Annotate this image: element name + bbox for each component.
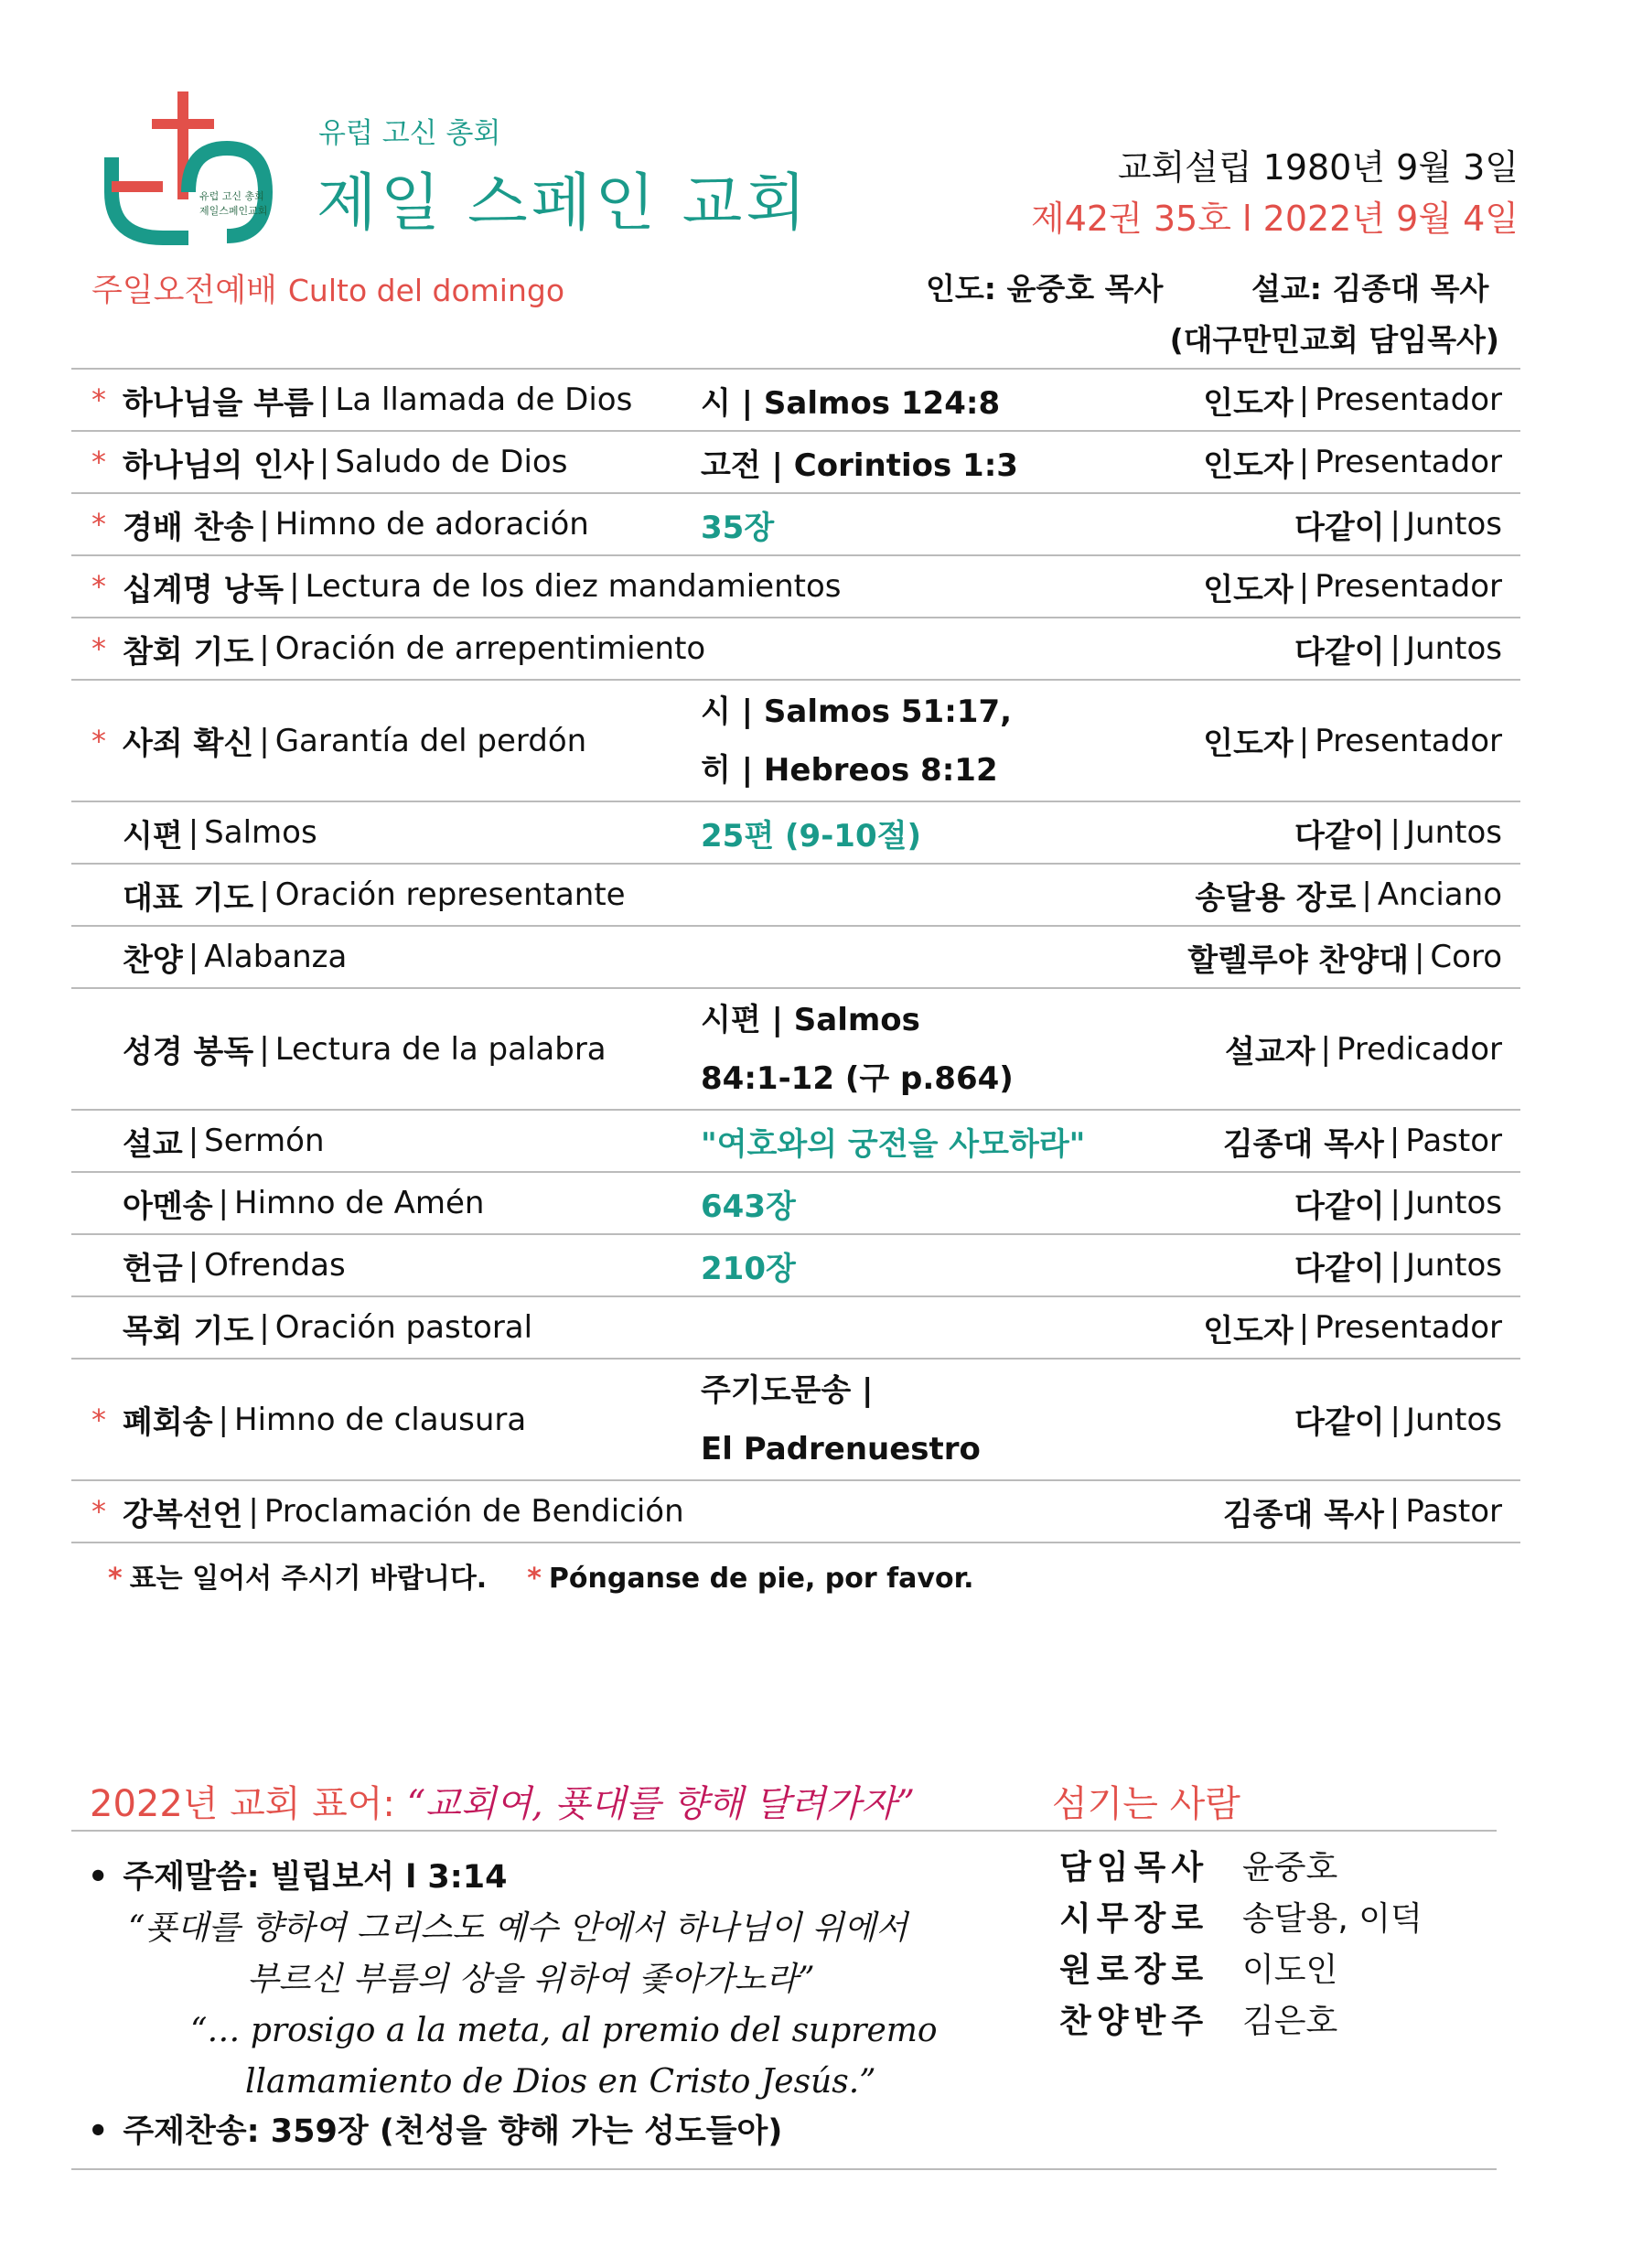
theme-hymn-text: 주제찬송: 359장 (천성을 향해 가는 성도들아): [123, 2113, 783, 2150]
order-item-name: 설교 | Sermón: [123, 1111, 325, 1171]
order-item-name: 강복선언 | Proclamación de Bendición: [123, 1481, 684, 1542]
order-item-reference: [701, 494, 1213, 554]
staff-member: [1059, 1993, 1423, 2044]
order-row: [71, 1235, 1520, 1297]
order-item-ko: 성경 봉독: [123, 1034, 254, 1070]
order-item-ko: 강복선언: [123, 1496, 243, 1533]
order-item-name: 대표 기도 | Oración representante: [123, 865, 626, 925]
order-item-name: 사죄 확신 | Garantía del perdón: [123, 681, 586, 801]
subtitle: 유럽 고신 총회: [318, 117, 501, 150]
order-ref: "여호와의 궁전을 사모하라": [701, 1125, 1086, 1163]
verse-es-line1: “… prosigo a la meta, al premio del supremo: [190, 2012, 938, 2049]
order-item-ko: 찬양: [123, 941, 183, 979]
order-item-performer: 할렐루야 찬양대 | Coro: [1187, 927, 1502, 987]
order-ref: 210장: [701, 1250, 796, 1287]
order-item-performer: 인도자 | Presentador: [1203, 556, 1502, 617]
standing-star: [91, 1111, 119, 1171]
performer-es: Juntos: [1406, 814, 1502, 851]
staff-member: [1059, 1941, 1423, 1993]
performer-es: Predicador: [1337, 1030, 1502, 1068]
staff-role: 찬양반주: [1059, 2002, 1209, 2040]
order-item-performer: 인도자 | Presentador: [1203, 681, 1502, 801]
order-item-es: Saludo de Dios: [335, 444, 568, 480]
standing-star: [91, 1173, 119, 1233]
order-item-es: Sermón: [204, 1123, 325, 1159]
performer-ko: 할렐루야 찬양대: [1187, 941, 1409, 979]
order-item-reference: [701, 1481, 1213, 1542]
founded-date: 교회설립 1980년 9월 3일: [1117, 147, 1519, 188]
order-item-name: 참회 기도 | Oración de arrepentimiento: [123, 618, 705, 679]
performer-es: Presentador: [1315, 568, 1502, 605]
order-item-performer: 다같이 | Juntos: [1294, 618, 1502, 679]
performer-ko: 다같이: [1294, 509, 1385, 546]
performer-es: Juntos: [1406, 506, 1502, 543]
verse-korean: [128, 1903, 1043, 2005]
service-title-es: Culto del domingo: [287, 273, 565, 308]
order-item-es: Proclamación de Bendición: [263, 1493, 684, 1530]
order-item-ko: 폐회송: [123, 1404, 213, 1441]
order-row: [71, 556, 1520, 618]
order-item-name: 경배 찬송 | Himno de adoración: [123, 494, 589, 554]
order-item-name: 성경 봉독 | Lectura de la palabra: [123, 989, 607, 1109]
order-row: [71, 494, 1520, 556]
church-motto: [90, 1775, 915, 1827]
order-item-reference: [701, 1297, 1213, 1358]
church-logo: [99, 91, 273, 247]
standing-star: [91, 865, 119, 925]
order-row: [71, 681, 1520, 802]
order-item-performer: 다같이 | Juntos: [1294, 1235, 1502, 1295]
order-row: [71, 1481, 1520, 1543]
staff-member: [1059, 1839, 1423, 1890]
staff-title: 섬기는 사람: [1052, 1783, 1240, 1825]
order-row: [71, 802, 1520, 865]
order-item-performer: 다같이 | Juntos: [1294, 1360, 1502, 1479]
issue-info: 제42권 35호 l 2022년 9월 4일: [1031, 199, 1519, 239]
order-ref-line: 주기도문송 |: [701, 1371, 874, 1409]
standing-star: [91, 989, 119, 1109]
order-item-es: Himno de Amén: [234, 1185, 485, 1221]
standing-star: [91, 927, 119, 987]
order-item-reference: [701, 618, 1213, 679]
standing-star: [91, 1297, 119, 1358]
order-item-ko: 경배 찬송: [123, 509, 254, 546]
order-item-name: 시편 | Salmos: [123, 802, 317, 863]
order-item-es: Himno de clausura: [234, 1401, 527, 1438]
order-item-performer: 인도자 | Presentador: [1203, 1297, 1502, 1358]
order-item-performer: 다같이 | Juntos: [1294, 1173, 1502, 1233]
performer-ko: 김종대 목사: [1222, 1496, 1384, 1533]
staff-name: 김은호: [1242, 2002, 1338, 2040]
order-ref: 25편 (9-10절): [701, 817, 922, 855]
order-row: [71, 1360, 1520, 1481]
order-item-es: La llamada de Dios: [335, 382, 633, 418]
order-item-es: Oración de arrepentimiento: [274, 630, 706, 667]
order-item-name: 찬양 | Alabanza: [123, 927, 347, 987]
performer-es: Juntos: [1406, 630, 1502, 667]
performer-ko: 다같이: [1294, 817, 1385, 855]
order-item-reference: [701, 802, 1213, 863]
order-item-es: Himno de adoración: [274, 506, 589, 543]
standing-star: *: [91, 445, 106, 479]
service-title-ko: 주일오전예배: [91, 273, 277, 309]
performer-es: Anciano: [1377, 876, 1502, 913]
order-item-es: Oración representante: [274, 876, 626, 913]
staff-name: 윤중호: [1242, 1848, 1338, 1886]
performer-es: Presentador: [1315, 722, 1502, 759]
order-ref-line: 84:1-12 (구 p.864): [701, 1059, 1014, 1097]
order-item-name: 아멘송 | Himno de Amén: [123, 1173, 484, 1233]
performer-ko: 다같이: [1294, 1250, 1385, 1287]
order-item-reference: [701, 432, 1213, 492]
stand-star-2: *: [527, 1563, 542, 1595]
order-row: [71, 618, 1520, 681]
order-item-reference: [701, 370, 1213, 430]
order-item-es: Lectura de los diez mandamientos: [305, 568, 842, 605]
standing-star: *: [91, 631, 106, 666]
order-item-es: Salmos: [204, 814, 317, 851]
theme-verse-text: 주제말씀: 빌립보서 l 3:14: [123, 1859, 508, 1896]
motto-label: 2022년 교회 표어:: [90, 1783, 407, 1825]
order-item-es: Lectura de la palabra: [274, 1030, 607, 1068]
order-item-reference: [701, 1235, 1213, 1295]
standing-star: [91, 1235, 119, 1295]
staff-list: [1059, 1839, 1423, 2044]
motto-quote: “교회여, 푯대를 향해 달려가자”: [406, 1783, 916, 1825]
order-item-performer: 인도자 | Presentador: [1203, 432, 1502, 492]
order-item-ko: 헌금: [123, 1250, 183, 1287]
order-row: [71, 370, 1520, 432]
order-item-ko: 사죄 확신: [123, 726, 254, 762]
performer-ko: 인도자: [1203, 726, 1294, 762]
order-row: [71, 865, 1520, 927]
order-row: [71, 927, 1520, 989]
standing-star: *: [91, 723, 106, 758]
staff-name: 이도인: [1242, 1951, 1338, 1989]
order-item-reference: [701, 865, 1213, 925]
standing-star: [91, 802, 119, 863]
order-item-performer: 설교자 | Predicador: [1225, 989, 1502, 1109]
order-item-es: Oración pastoral: [274, 1309, 533, 1346]
order-item-name: 하나님의 인사 | Saludo de Dios: [123, 432, 567, 492]
stand-note: [108, 1555, 974, 1596]
order-item-reference: [701, 1173, 1213, 1233]
order-row: [71, 989, 1520, 1111]
preacher-note: (대구만민교회 담임목사): [1169, 322, 1499, 358]
order-item-ko: 참회 기도: [123, 633, 254, 671]
order-item-reference: [701, 989, 1213, 1109]
order-item-performer: 김종대 목사 | Pastor: [1223, 1111, 1502, 1171]
performer-es: Presentador: [1315, 1309, 1502, 1346]
standing-star: *: [91, 1402, 106, 1437]
order-item-name: 폐회송 | Himno de clausura: [123, 1360, 526, 1479]
order-ref: 643장: [701, 1188, 796, 1225]
order-item-reference: [701, 681, 1213, 801]
performer-ko: 인도자: [1203, 1312, 1294, 1349]
order-item-es: Alabanza: [204, 939, 348, 975]
verse-spanish: [190, 2005, 1014, 2108]
stand-note-ko: 표는 일어서 주시기 바랍니다.: [129, 1563, 488, 1595]
logo-text-2: 제일스페인교회: [199, 205, 268, 217]
order-ref-line: 히 | Hebreos 8:12: [701, 751, 998, 789]
order-row: [71, 1173, 1520, 1235]
performer-es: Pastor: [1405, 1123, 1502, 1159]
order-item-ko: 목회 기도: [123, 1312, 254, 1349]
order-item-name: 하나님을 부름 | La llamada de Dios: [123, 370, 632, 430]
theme-verse-label: [88, 1852, 507, 1897]
performer-ko: 다같이: [1294, 1404, 1385, 1441]
order-item-ko: 하나님의 인사: [123, 446, 314, 484]
order-row: [71, 1297, 1520, 1360]
performer-ko: 송달용 장로: [1195, 879, 1357, 917]
verse-es-line2: llamamiento de Dios en Cristo Jesús.”: [245, 2063, 876, 2101]
order-item-reference: [701, 1360, 1213, 1479]
order-item-performer: 다같이 | Juntos: [1294, 802, 1502, 863]
staff-role: 원로장로: [1059, 1951, 1209, 1989]
bullet-2: •: [88, 2113, 109, 2150]
order-ref: 시 | Salmos 124:8: [701, 384, 1001, 422]
order-item-ko: 대표 기도: [123, 879, 254, 917]
performer-ko: 김종대 목사: [1222, 1125, 1384, 1163]
stand-note-es: Pónganse de pie, por favor.: [548, 1563, 974, 1595]
bullet: •: [88, 1859, 109, 1896]
order-ref: 35장: [701, 509, 775, 546]
performer-ko: 인도자: [1203, 446, 1294, 484]
performer-es: Juntos: [1406, 1401, 1502, 1438]
performer-ko: 설교자: [1225, 1034, 1315, 1070]
divider-bottom: [71, 2168, 1497, 2170]
order-item-es: Garantía del perdón: [274, 722, 587, 759]
order-ref-line: 시편 | Salmos: [701, 1001, 920, 1038]
performer-es: Coro: [1430, 939, 1502, 975]
order-item-ko: 아멘송: [123, 1188, 213, 1225]
divider-top: [71, 1830, 1497, 1832]
order-item-ko: 십계명 낭독: [123, 571, 285, 608]
performer-es: Juntos: [1406, 1185, 1502, 1221]
order-ref: 고전 | Corintios 1:3: [701, 446, 1018, 484]
order-item-reference: [701, 556, 1213, 617]
performer-es: Juntos: [1406, 1247, 1502, 1284]
order-item-name: 십계명 낭독 | Lectura de los diez mandamientos: [123, 556, 841, 617]
order-item-performer: 송달용 장로 | Anciano: [1195, 865, 1502, 925]
staff-member: [1059, 1890, 1423, 1941]
order-item-es: Ofrendas: [204, 1247, 346, 1284]
performer-ko: 인도자: [1203, 571, 1294, 608]
order-item-performer: 다같이 | Juntos: [1294, 494, 1502, 554]
service-preacher: 설교: 김종대 목사: [1251, 271, 1489, 306]
order-item-name: 목회 기도 | Oración pastoral: [123, 1297, 532, 1358]
order-row: [71, 432, 1520, 494]
performer-es: Presentador: [1315, 444, 1502, 480]
staff-role: 시무장로: [1059, 1899, 1209, 1938]
standing-star: *: [91, 507, 106, 542]
order-item-performer: 김종대 목사 | Pastor: [1223, 1481, 1502, 1542]
verse-ko-line2: 부르신 부름의 상을 위하여 좇아가노라”: [247, 1961, 815, 1998]
staff-name: 송달용, 이덕: [1242, 1899, 1423, 1938]
order-item-performer: 인도자 | Presentador: [1203, 370, 1502, 430]
order-ref-line: El Padrenuestro: [701, 1430, 981, 1467]
standing-star: *: [91, 382, 106, 417]
service-title: [91, 265, 564, 311]
performer-ko: 다같이: [1294, 1188, 1385, 1225]
order-item-ko: 하나님을 부름: [123, 384, 314, 422]
performer-ko: 인도자: [1203, 384, 1294, 422]
standing-star: *: [91, 1494, 106, 1529]
performer-ko: 다같이: [1294, 633, 1385, 671]
order-item-ko: 설교: [123, 1125, 183, 1163]
order-item-name: 헌금 | Ofrendas: [123, 1235, 346, 1295]
order-item-ko: 시편: [123, 817, 183, 855]
performer-es: Presentador: [1315, 382, 1502, 418]
order-row: [71, 1111, 1520, 1173]
verse-ko-line1: “푯대를 향하여 그리스도 예수 안에서 하나님이 위에서: [128, 1909, 908, 1947]
order-item-reference: [701, 927, 1213, 987]
church-name: 제일 스페인 교회: [317, 167, 811, 240]
performer-es: Pastor: [1405, 1493, 1502, 1530]
order-of-worship: [71, 368, 1520, 1543]
logo-text-1: 유럽 고신 총회: [199, 190, 264, 202]
standing-star: *: [91, 569, 106, 604]
order-item-reference: [701, 1111, 1213, 1171]
theme-hymn: [88, 2106, 782, 2152]
stand-star: *: [108, 1563, 123, 1595]
staff-role: 담임목사: [1059, 1848, 1209, 1886]
service-leader: 인도: 윤중호 목사: [926, 271, 1164, 306]
order-ref-line: 시 | Salmos 51:17,: [701, 693, 1013, 730]
